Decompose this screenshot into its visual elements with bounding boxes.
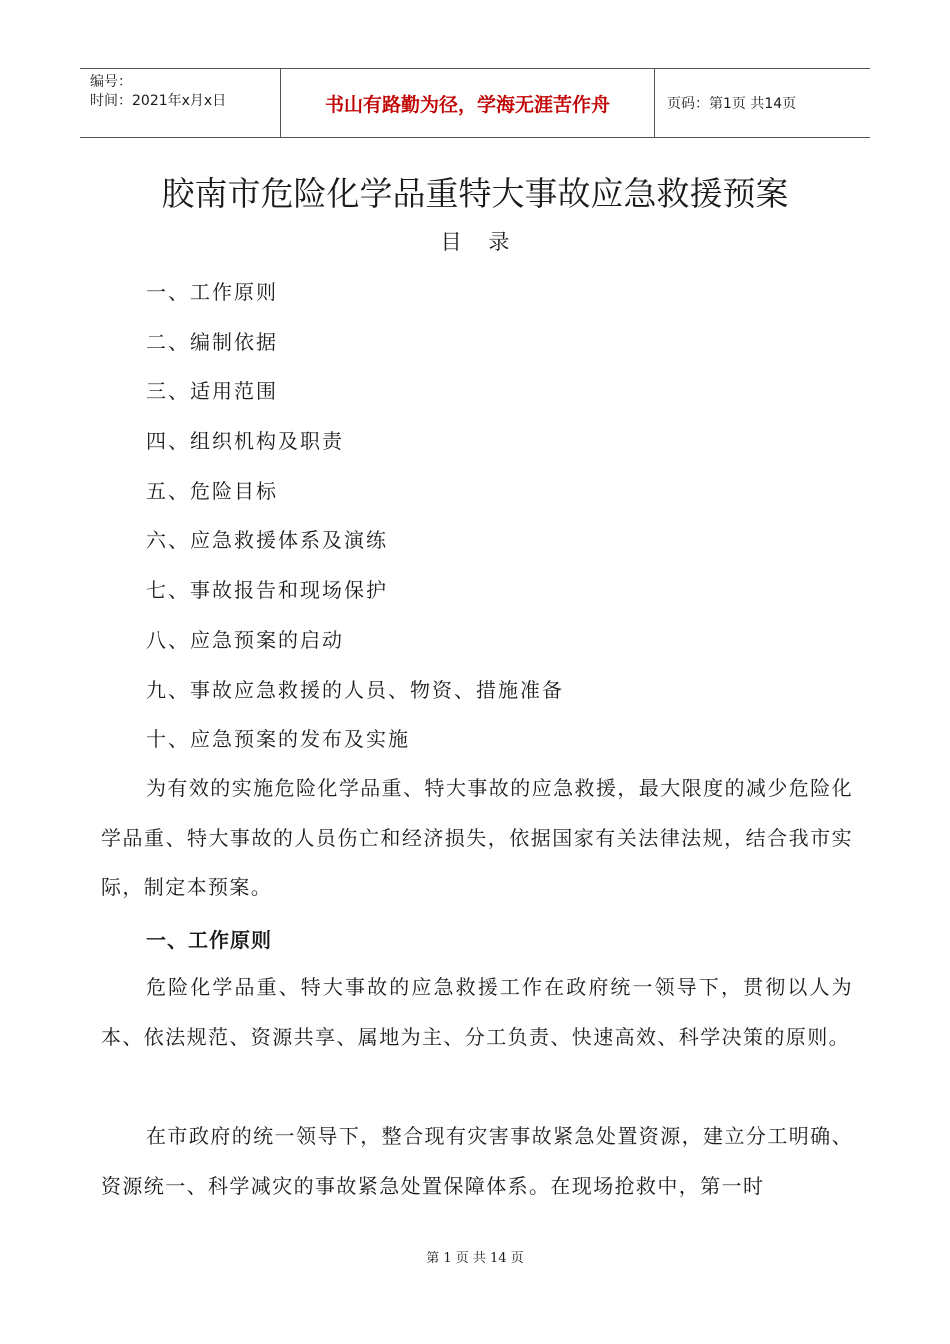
- toc-item: 二、编制依据: [146, 329, 278, 354]
- table-of-contents: [146, 276, 564, 773]
- toc-item: 九、事故应急救援的人员、物资、措施准备: [146, 677, 564, 702]
- toc-item: 一、工作原则: [146, 280, 278, 304]
- toc-item: 四、组织机构及职责: [146, 429, 344, 454]
- body-paragraph: 在市政府的统一领导下，整合现有灾害事故紧急处置资源，建立分工明确、资源统一、科学减灾的事故紧急处置保障体系。在现场抢救中，第一时: [101, 1124, 853, 1198]
- toc-heading: 目 录: [440, 230, 510, 254]
- intro-paragraph: 为有效的实施危险化学品重、特大事故的应急救援，最大限度的减少危险化学品重、特大事故的人员伤亡和经济损失，依据国家有关法律法规，结合我市实际，制定本预案。: [101, 776, 853, 900]
- document-title: 胶南市危险化学品重特大事故应急救援预案: [161, 174, 789, 213]
- toc-item: 六、应急救援体系及演练: [146, 528, 388, 553]
- toc-item: 五、危险目标: [146, 478, 278, 503]
- time-label: 时间：2021年x月x日: [90, 93, 227, 109]
- toc-item: 八、应急预案的启动: [146, 627, 344, 652]
- header-page-info: 页码：第1页 共14页: [667, 96, 797, 112]
- toc-item: 七、事故报告和现场保护: [146, 578, 388, 603]
- body-paragraph: 危险化学品重、特大事故的应急救援工作在政府统一领导下，贯彻以人为本、依法规范、资源共享、属地为主、分工负责、快速高效、科学决策的原则。: [101, 975, 853, 1049]
- document-header: [80, 68, 870, 138]
- page-footer: 第 1 页 共 14 页: [426, 1251, 524, 1266]
- section-heading: 一、工作原则: [146, 928, 272, 952]
- toc-item: 十、应急预案的发布及实施: [146, 727, 410, 752]
- number-label: 编号：: [90, 74, 132, 90]
- header-meta: [80, 69, 281, 137]
- toc-item: 三、适用范围: [146, 379, 278, 404]
- header-motto: 书山有路勤为径，学海无涯苦作舟: [281, 69, 655, 137]
